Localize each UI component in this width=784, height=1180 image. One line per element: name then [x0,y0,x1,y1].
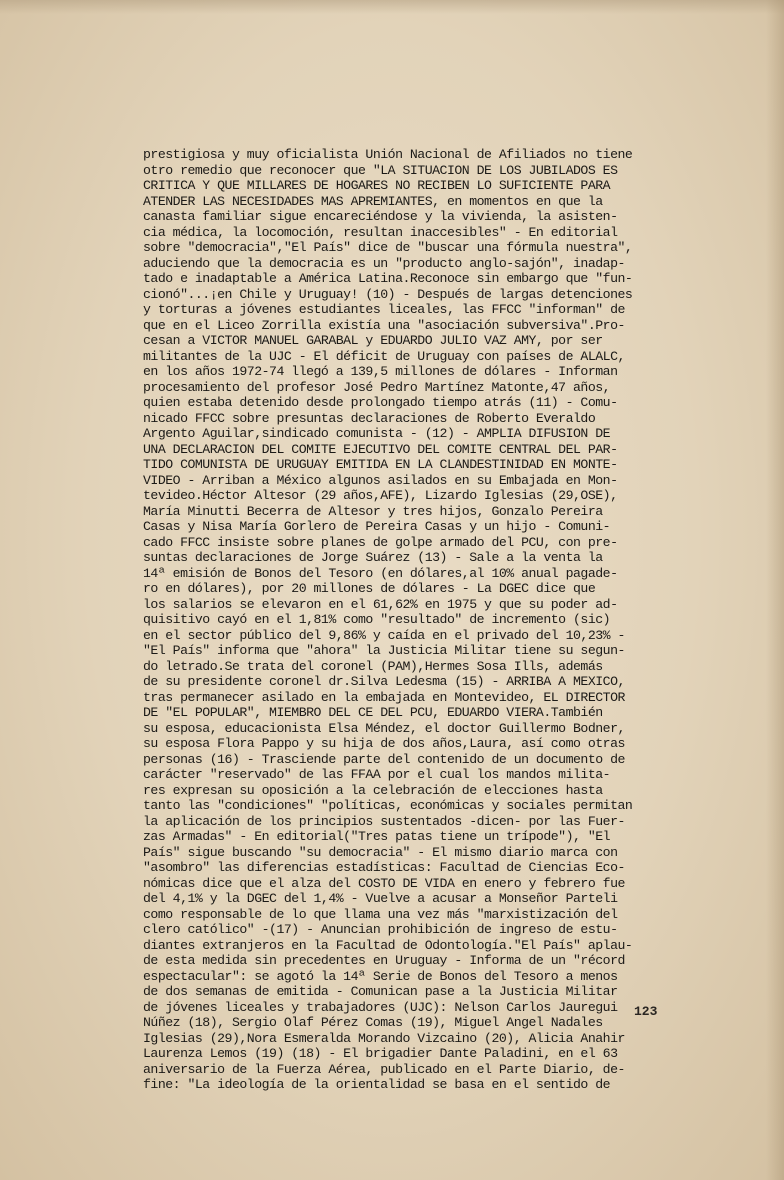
text-line: ATENDER LAS NECESIDADES MAS APREMIANTES, en momentos en que la [143,193,603,209]
text-line: como responsable de lo que llama una vez más "marxistización del [143,906,618,922]
text-line: DE "EL POPULAR", MIEMBRO DEL CE DEL PCU, EDUARDO VIERA.También [143,705,603,720]
page-number: 123 [634,1004,658,1019]
text-line: su esposa, educacionista Elsa Méndez, el doctor Guillermo Bodner, [143,720,625,736]
text-line: de su presidente coronel dr.Silva Ledesma (15) - ARRIBA A MEXICO, [143,674,625,689]
text-line: tanto las "condiciones" "políticas, económicas y sociales permitan [143,798,633,813]
body-text [143,147,703,1093]
text-line: aniversario de la Fuerza Aérea, publicado en el Parte Diario, de- [143,1061,625,1077]
text-line: otro remedio que reconocer que "LA SITUACION DE LOS JUBILADOS ES [143,162,618,178]
text-line: País" sigue buscando "su democracia" - El mismo diario marca con [143,844,618,860]
text-line: tevideo.Héctor Altesor (29 años,AFE), Lizardo Iglesias (29,OSE), [143,488,618,503]
text-line: en los años 1972-74 llegó a 139,5 millones de dólares - Informan [143,364,618,379]
text-line: procesamiento del profesor José Pedro Martínez Matonte,47 años, [143,379,611,395]
text-line: clero católico" -(17) - Anuncian prohibición de ingreso de estu- [143,922,618,937]
text-line: Casas y Nisa María Gorlero de Pereira Casas y un hijo - Comuni- [143,519,611,534]
text-line: del 4,1% y la DGEC del 1,4% - Vuelve a acusar a Monseñor Parteli [143,891,618,906]
text-line: espectacular": se agotó la 14ª Serie de Bonos del Tesoro a menos [143,968,618,984]
text-line: TIDO COMUNISTA DE URUGUAY EMITIDA EN LA CLANDESTINIDAD EN MONTE- [143,457,618,472]
text-line: Núñez (18), Sergio Olaf Pérez Comas (19), Miguel Angel Nadales [143,1015,603,1030]
text-line: suntas declaraciones de Jorge Suárez (13) - Sale a la venta la [143,550,603,565]
text-line: tras permanecer asilado en la embajada en Montevideo, EL DIRECTOR [143,689,625,705]
text-line: Argento Aguilar,sindicado comunista - (12) - AMPLIA DIFUSION DE [143,426,611,441]
text-line: res expresan su oposición a la celebración de elecciones hasta [143,782,603,798]
text-line: Iglesias (29),Nora Esmeralda Morando Vizcaino (20), Alicia Anahir [143,1030,625,1046]
text-line: aduciendo que la democracia es un "producto anglo-sajón", inadap- [143,255,625,271]
text-line: personas (16) - Trasciende parte del contenido de un documento de [143,751,625,767]
text-line: los salarios se elevaron en el 61,62% en 1975 y que su poder ad- [143,596,618,612]
text-line: de esta medida sin precedentes en Uruguay - Informa de un "récord [143,953,625,968]
text-line: 14ª emisión de Bonos del Tesoro (en dólares,al 10% anual pagade- [143,565,618,581]
text-line: María Minutti Becerra de Altesor y tres hijos, Gonzalo Pereira [143,503,603,519]
text-line: "El País" informa que "ahora" la Justicia Militar tiene su segun- [143,643,625,658]
text-line: ro en dólares), por 20 millones de dólares - La DGEC dice que [143,581,596,596]
text-line: UNA DECLARACION DEL COMITE EJECUTIVO DEL COMITE CENTRAL DEL PAR- [143,441,618,457]
text-line: VIDEO - Arriban a México algunos asilados en su Embajada en Mon- [143,472,618,488]
text-line: cia médica, la locomoción, resultan inaccesibles" - En editorial [143,224,618,240]
text-line: carácter "reservado" de las FFAA por el cual los mandos milita- [143,767,611,782]
text-line: su esposa Flora Pappo y su hija de dos años,Laura, así como otras [143,736,625,751]
text-line: fine: "La ideología de la orientalidad se basa en el sentido de [143,1077,611,1092]
text-line: cionó"...¡en Chile y Uruguay! (10) - Después de largas detenciones [143,286,633,302]
text-line: y torturas a jóvenes estudiantes liceales, las FFCC "informan" de [143,302,625,317]
text-line: prestigiosa y muy oficialista Unión Nacional de Afiliados no tiene [143,147,633,162]
text-line: quien estaba detenido desde prolongado tiempo atrás (11) - Comu- [143,395,618,410]
text-line: nómicas dice que el alza del COSTO DE VIDA en enero y febrero fue [143,875,625,891]
page-edge-shadow-right [766,0,784,1180]
text-line: "asombro" las diferencias estadísticas: Facultad de Ciencias Eco- [143,860,625,875]
text-line: sobre "democracia","El País" dice de "buscar una fórmula nuestra", [143,240,633,255]
text-line: en el sector público del 9,86% y caída en el privado del 10,23% - [143,627,625,643]
text-line: la aplicación de los principios sustentados -dicen- por las Fuer- [143,813,625,829]
page-edge-shadow-top [0,0,784,14]
text-line: que en el Liceo Zorrilla existía una "asociación subversiva".Pro- [143,317,625,333]
text-line: de dos semanas de emitida - Comunican pase a la Justicia Militar [143,984,618,999]
text-line: canasta familiar sigue encareciéndose y la vivienda, la asisten- [143,209,618,224]
text-line: CRITICA Y QUE MILLARES DE HOGARES NO RECIBEN LO SUFICIENTE PARA [143,178,611,193]
text-line: militantes de la UJC - El déficit de Uruguay con países de ALALC, [143,348,625,364]
text-line: do letrado.Se trata del coronel (PAM),Hermes Sosa Ills, además [143,658,603,674]
text-line: cesan a VICTOR MANUEL GARABAL y EDUARDO JULIO VAZ AMY, por ser [143,333,603,348]
text-line: tado e inadaptable a América Latina.Reconoce sin embargo que "fun- [143,271,633,286]
text-line: nicado FFCC sobre presuntas declaraciones de Roberto Everaldo [143,410,596,426]
text-line: de jóvenes liceales y trabajadores (UJC): Nelson Carlos Jauregui [143,999,618,1015]
text-line: quisitivo cayó en el 1,81% como "resultado" de incremento (sic) [143,612,611,627]
text-line: diantes extranjeros en la Facultad de Odontología."El País" aplau- [143,937,633,953]
text-line: zas Armadas" - En editorial("Tres patas tiene un trípode"), "El [143,829,611,844]
text-line: Laurenza Lemos (19) (18) - El brigadier Dante Paladini, en el 63 [143,1046,618,1061]
text-line: cado FFCC insiste sobre planes de golpe armado del PCU, con pre- [143,534,618,550]
